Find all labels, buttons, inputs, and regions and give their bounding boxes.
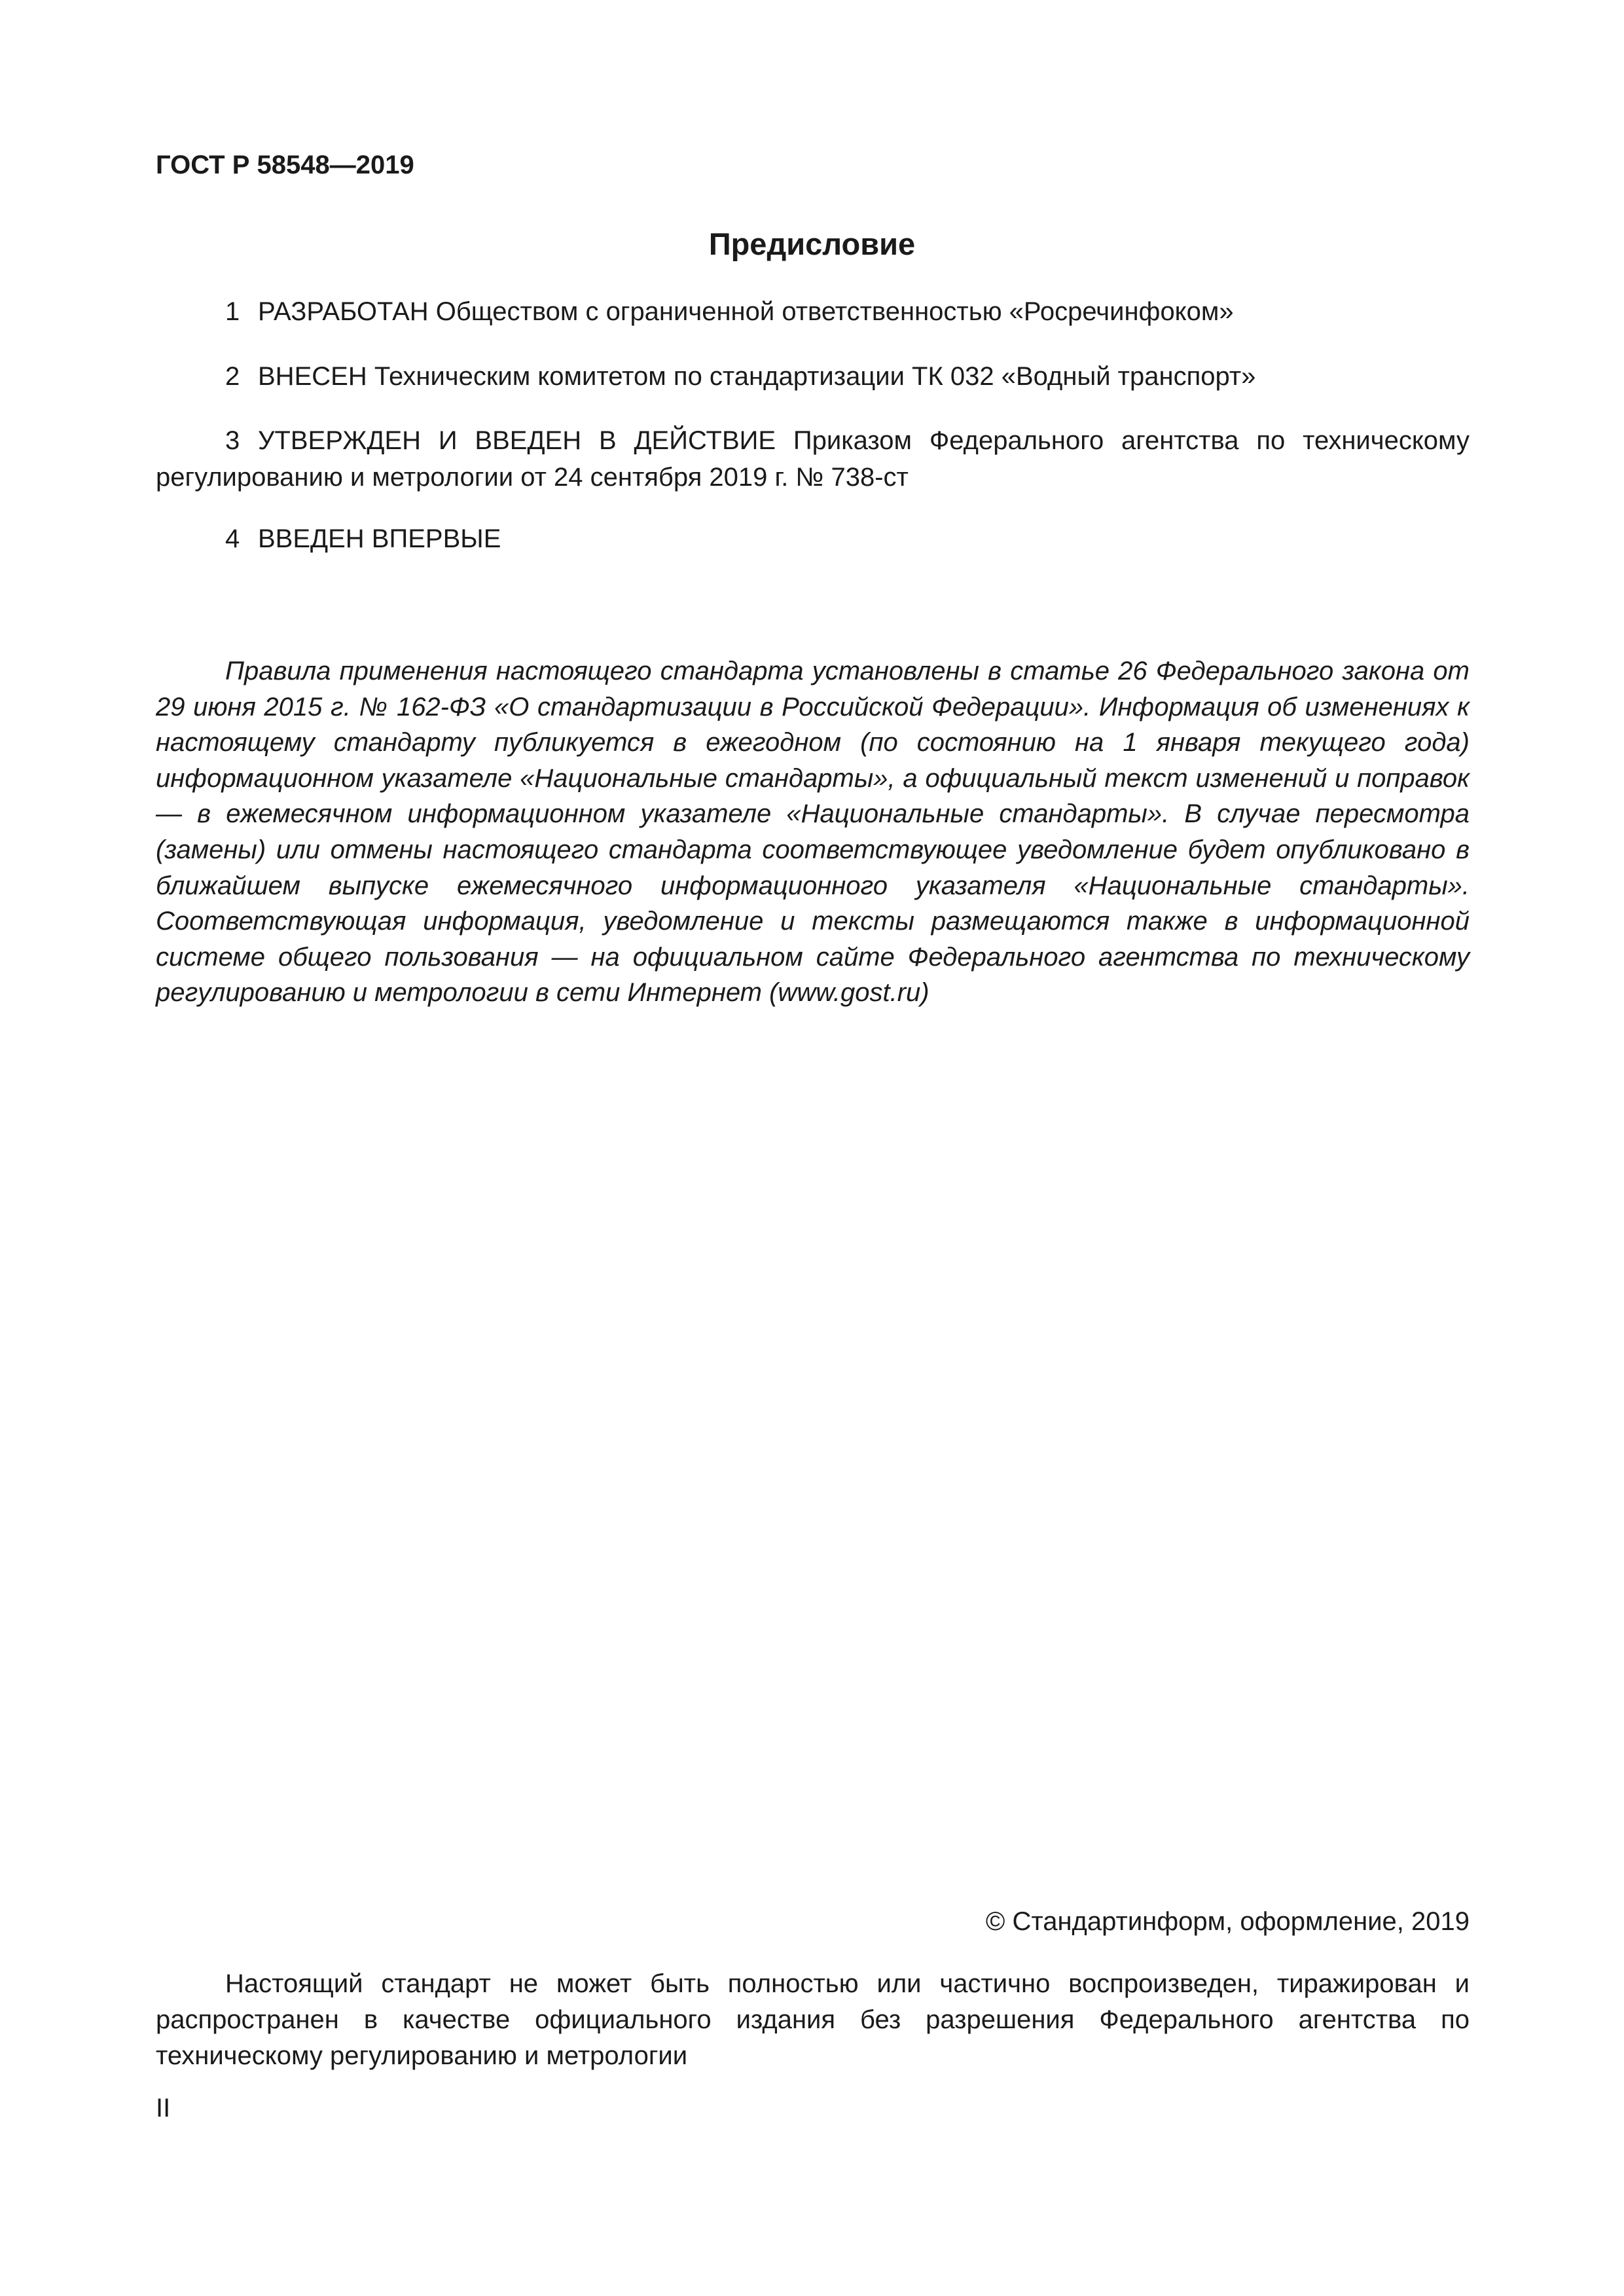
item-text: ВНЕСЕН Техническим комитетом по стандартизации ТК 032 «Водный транспорт» [258,362,1256,391]
page-number: II [156,2094,171,2123]
item-text: ВВЕДЕН ВПЕРВЫЕ [258,524,501,553]
reproduction-notice: Настоящий стандарт не может быть полностью или частично воспроизведен, тиражирован и распространен в качестве официального издания без разрешения Федерального агентства по техническому регулированию и метрологии [156,1969,1470,2070]
item-number: 3 [225,426,240,455]
application-rules-paragraph: Правила применения настоящего стандарта установлены в статье 26 Федерального закона от 29 июня 2015 г. № 162-ФЗ «О стандартизации в Российской Федерации». Информация об изменениях к настоящему стандарту публикуется в ежегодном (по состоянию на 1 января текущего года) информационном указателе «Национальные стандарты», а официальный текст изменений и поправок — в ежемесячном информационном указателе «Национальные стандарты». В случае пересмотра (замены) или отмены настоящего стандарта соответствующее уведомление будет опубликовано в ближайшем выпуске ежемесячного информационного указателя «Национальные стандарты». Соответствующая информация, уведомление и тексты размещаются также в информационной системе общего пользования — на официальном сайте Федерального агентства по техническому регулированию и метрологии в сети Интернет (www.gost.ru) [156,657,1470,1008]
item-number: 4 [225,524,240,553]
item-number: 1 [225,297,240,326]
foreword-item-2 [156,358,1470,395]
item-number: 2 [225,362,240,391]
foreword-item-1 [156,293,1470,330]
foreword-item-4 [156,520,1470,557]
foreword-item-3 [156,422,1470,496]
foreword-title: Предисловие [708,227,916,261]
item-text: УТВЕРЖДЕН И ВВЕДЕН В ДЕЙСТВИЕ Приказом Федерального агентства по техническому регулированию и метрологии от 24 сентября 2019 г. № 738-ст [156,426,1470,492]
document-code: ГОСТ Р 58548—2019 [156,151,414,179]
copyright-notice: © Стандартинформ, оформление, 2019 [985,1907,1470,1936]
item-text: РАЗРАБОТАН Обществом с ограниченной ответственностью «Росречинфоком» [258,297,1234,326]
